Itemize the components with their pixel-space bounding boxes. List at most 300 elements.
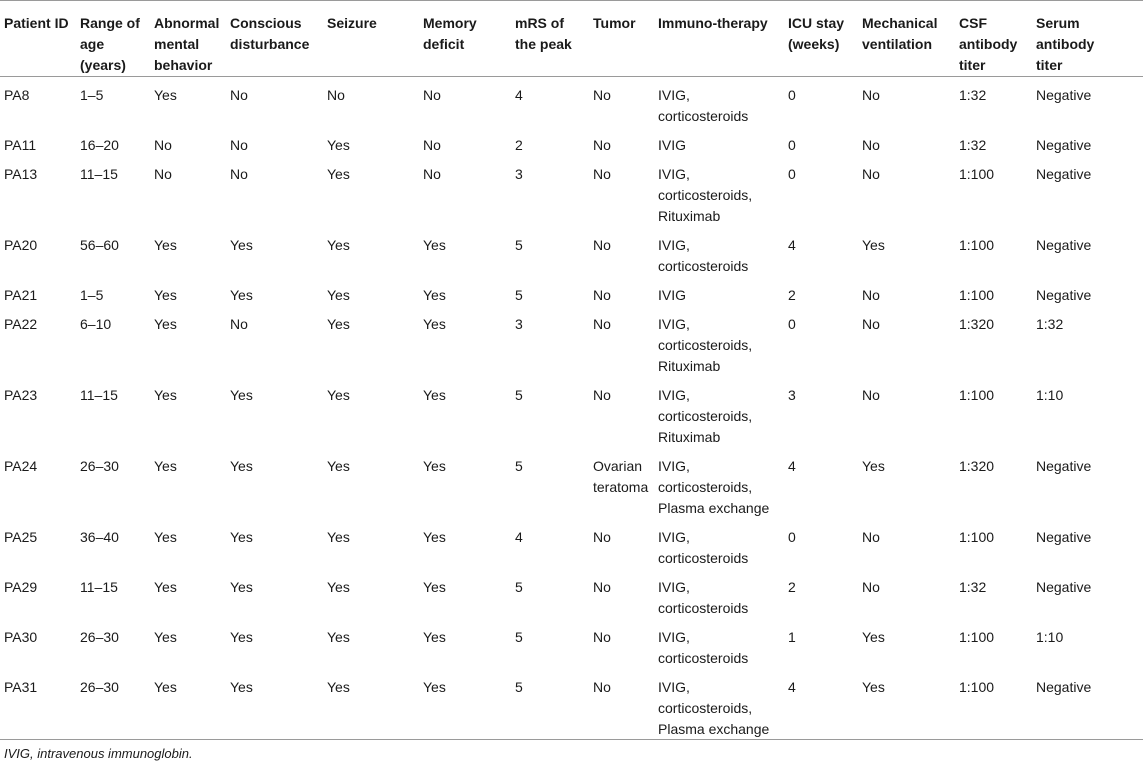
table-cell [76, 448, 150, 519]
column-header [150, 1, 226, 77]
table-cell [76, 227, 150, 277]
cell-text: Yes [230, 458, 253, 474]
cell-text: Yes [423, 679, 446, 695]
cell-text: 1:32 [959, 137, 987, 153]
table-cell [955, 448, 1032, 519]
table-cell [1032, 77, 1143, 128]
cell-text: corticosteroids [658, 650, 749, 666]
table-cell [0, 619, 76, 669]
table-cell [226, 306, 323, 377]
table-cell [654, 569, 784, 619]
cell-text: corticosteroids [658, 108, 749, 124]
cell-text: 1:320 [959, 458, 995, 474]
cell-text: IVIG, [658, 316, 690, 332]
table-cell [0, 306, 76, 377]
table-cell [784, 277, 858, 306]
cell-text: No [593, 137, 611, 153]
column-header [784, 1, 858, 77]
table-cell [323, 377, 419, 448]
table-cell [226, 519, 323, 569]
cell-text: Ovarian [593, 458, 643, 474]
cell-text: Yes [230, 679, 253, 695]
table-cell [654, 227, 784, 277]
table-cell [226, 77, 323, 128]
table-cell [226, 156, 323, 227]
column-header-text: (weeks) [788, 36, 840, 52]
table-cell [955, 277, 1032, 306]
cell-text: Yes [154, 387, 177, 403]
cell-text: Yes [327, 458, 350, 474]
cell-text: 26–30 [80, 458, 119, 474]
cell-text: Yes [230, 387, 253, 403]
cell-text: Yes [327, 287, 350, 303]
cell-text: No [862, 137, 880, 153]
column-header-text: Immuno-therapy [658, 15, 768, 31]
cell-text: IVIG, [658, 629, 690, 645]
table-cell [654, 306, 784, 377]
cell-text: Yes [154, 458, 177, 474]
table-cell [858, 569, 955, 619]
table-cell [76, 669, 150, 740]
table-cell [76, 519, 150, 569]
table-cell [955, 519, 1032, 569]
column-header [589, 1, 654, 77]
table-cell [784, 448, 858, 519]
table-cell [76, 127, 150, 156]
table-cell [955, 127, 1032, 156]
table-cell [654, 619, 784, 669]
table-cell [784, 377, 858, 448]
cell-text: Yes [154, 529, 177, 545]
table-row [0, 127, 1143, 156]
table-cell [1032, 619, 1143, 669]
cell-text: No [593, 287, 611, 303]
table-cell [150, 227, 226, 277]
table-cell [589, 377, 654, 448]
cell-text: Yes [154, 237, 177, 253]
cell-text: Yes [154, 579, 177, 595]
table-cell [0, 277, 76, 306]
table-cell [589, 448, 654, 519]
table-cell [150, 277, 226, 306]
table-cell [323, 519, 419, 569]
column-header-text: deficit [423, 36, 465, 52]
cell-text: 1:32 [959, 87, 987, 103]
cell-text: PA13 [4, 166, 38, 182]
table-cell [419, 669, 511, 740]
table-cell [76, 77, 150, 128]
cell-text: 26–30 [80, 679, 119, 695]
table-cell [955, 306, 1032, 377]
cell-text: PA24 [4, 458, 38, 474]
column-header [511, 1, 589, 77]
cell-text: PA8 [4, 87, 30, 103]
table-cell [76, 277, 150, 306]
table-cell [150, 619, 226, 669]
cell-text: 4 [788, 679, 796, 695]
cell-text: corticosteroids [658, 550, 749, 566]
cell-text: 3 [515, 166, 523, 182]
table-row [0, 377, 1143, 448]
table-cell [858, 377, 955, 448]
table-cell [784, 127, 858, 156]
cell-text: Rituximab [658, 429, 721, 445]
cell-text: 0 [788, 166, 796, 182]
table-cell [226, 377, 323, 448]
column-header-text: Patient ID [4, 15, 69, 31]
cell-text: IVIG, [658, 166, 690, 182]
table-cell [419, 377, 511, 448]
table-cell [0, 127, 76, 156]
cell-text: Negative [1036, 579, 1092, 595]
cell-text: 0 [788, 529, 796, 545]
column-header-text: Tumor [593, 15, 636, 31]
table-row [0, 569, 1143, 619]
cell-text: Yes [423, 629, 446, 645]
table-cell [323, 569, 419, 619]
column-header-text: antibody [959, 36, 1018, 52]
column-header-text: Memory [423, 15, 477, 31]
table-cell [1032, 669, 1143, 740]
cell-text: Yes [327, 579, 350, 595]
table-cell [858, 77, 955, 128]
cell-text: IVIG, [658, 387, 690, 403]
column-header [955, 1, 1032, 77]
table-cell [955, 377, 1032, 448]
cell-text: 1 [788, 629, 796, 645]
table-cell [589, 77, 654, 128]
table-cell [323, 227, 419, 277]
cell-text: 1:32 [959, 579, 987, 595]
table-cell [654, 77, 784, 128]
table-cell [150, 448, 226, 519]
cell-text: No [423, 87, 441, 103]
cell-text: Yes [862, 458, 885, 474]
table-cell [150, 377, 226, 448]
cell-text: 1:320 [959, 316, 995, 332]
cell-text: No [327, 87, 345, 103]
table-cell [589, 277, 654, 306]
table-cell [419, 156, 511, 227]
table-row [0, 227, 1143, 277]
cell-text: corticosteroids, [658, 700, 753, 716]
cell-text: 1–5 [80, 87, 104, 103]
table-row [0, 519, 1143, 569]
cell-text: No [230, 87, 248, 103]
table-cell [784, 669, 858, 740]
table-cell [1032, 127, 1143, 156]
cell-text: Yes [230, 629, 253, 645]
table-cell [150, 77, 226, 128]
cell-text: Yes [154, 629, 177, 645]
cell-text: IVIG, [658, 579, 690, 595]
cell-text: Yes [862, 237, 885, 253]
cell-text: Yes [327, 166, 350, 182]
table-cell [419, 569, 511, 619]
cell-text: Yes [327, 316, 350, 332]
cell-text: PA23 [4, 387, 38, 403]
cell-text: 2 [515, 137, 523, 153]
cell-text: Negative [1036, 87, 1092, 103]
table-cell [654, 519, 784, 569]
table-cell [858, 519, 955, 569]
table-cell [654, 156, 784, 227]
table-header [0, 1, 1143, 77]
cell-text: Yes [423, 316, 446, 332]
table-cell [226, 127, 323, 156]
cell-text: Negative [1036, 287, 1092, 303]
cell-text: No [862, 529, 880, 545]
table-cell [0, 156, 76, 227]
table-cell [1032, 377, 1143, 448]
cell-text: 1:100 [959, 529, 995, 545]
cell-text: No [230, 166, 248, 182]
cell-text: PA25 [4, 529, 38, 545]
cell-text: IVIG, [658, 679, 690, 695]
table-cell [858, 127, 955, 156]
cell-text: 11–15 [80, 579, 118, 595]
table-cell [511, 669, 589, 740]
cell-text: 4 [515, 529, 523, 545]
cell-text: 26–30 [80, 629, 119, 645]
cell-text: Yes [423, 529, 446, 545]
cell-text: 1:100 [959, 287, 995, 303]
table-cell [419, 448, 511, 519]
table-cell [511, 227, 589, 277]
table-cell [226, 277, 323, 306]
cell-text: No [593, 316, 611, 332]
table-body [0, 77, 1143, 741]
column-header [1032, 1, 1143, 77]
cell-text: 5 [515, 679, 523, 695]
column-header [226, 1, 323, 77]
table-cell [323, 277, 419, 306]
cell-text: Yes [423, 237, 446, 253]
table-cell [784, 619, 858, 669]
cell-text: IVIG, [658, 529, 690, 545]
cell-text: No [862, 387, 880, 403]
table-cell [511, 156, 589, 227]
table-cell [589, 669, 654, 740]
cell-text: Negative [1036, 458, 1092, 474]
cell-text: Plasma exchange [658, 721, 770, 737]
cell-text: 1:10 [1036, 387, 1064, 403]
table-cell [323, 156, 419, 227]
cell-text: IVIG, [658, 237, 690, 253]
table-cell [150, 156, 226, 227]
cell-text: No [230, 137, 248, 153]
cell-text: 4 [788, 458, 796, 474]
table-row [0, 277, 1143, 306]
cell-text: Negative [1036, 137, 1092, 153]
cell-text: No [154, 137, 172, 153]
cell-text: Rituximab [658, 358, 721, 374]
column-header [76, 1, 150, 77]
cell-text: PA31 [4, 679, 38, 695]
cell-text: 1:10 [1036, 629, 1064, 645]
cell-text: IVIG, [658, 87, 690, 103]
table-cell [955, 77, 1032, 128]
cell-text: No [593, 679, 611, 695]
table-cell [784, 569, 858, 619]
table-cell [323, 448, 419, 519]
table-cell [76, 569, 150, 619]
table-cell [323, 127, 419, 156]
cell-text: PA29 [4, 579, 38, 595]
table-cell [323, 619, 419, 669]
column-header-text: Conscious [230, 15, 302, 31]
table-cell [1032, 277, 1143, 306]
column-header-text: Range of [80, 15, 140, 31]
cell-text: corticosteroids, [658, 408, 753, 424]
table-cell [511, 277, 589, 306]
table-cell [0, 77, 76, 128]
table-cell [784, 156, 858, 227]
cell-text: PA11 [4, 137, 37, 153]
table-cell [150, 519, 226, 569]
table-cell [511, 306, 589, 377]
table-cell [858, 227, 955, 277]
table-cell [654, 448, 784, 519]
cell-text: Yes [154, 87, 177, 103]
cell-text: No [862, 287, 880, 303]
cell-text: No [423, 166, 441, 182]
cell-text: Yes [327, 629, 350, 645]
column-header-text: ventilation [862, 36, 933, 52]
cell-text: No [862, 87, 880, 103]
column-header-text: titer [1036, 57, 1063, 73]
cell-text: 3 [515, 316, 523, 332]
cell-text: Yes [327, 679, 350, 695]
table-cell [150, 306, 226, 377]
table-cell [323, 669, 419, 740]
cell-text: PA30 [4, 629, 38, 645]
cell-text: 1:32 [1036, 316, 1064, 332]
cell-text: No [593, 579, 611, 595]
table-cell [226, 669, 323, 740]
table-cell [1032, 569, 1143, 619]
cell-text: 56–60 [80, 237, 119, 253]
cell-text: Yes [154, 679, 177, 695]
cell-text: Plasma exchange [658, 500, 770, 516]
cell-text: Negative [1036, 166, 1092, 182]
table-row [0, 669, 1143, 740]
table-row [0, 619, 1143, 669]
cell-text: 4 [788, 237, 796, 253]
table-cell [784, 519, 858, 569]
table-cell [419, 277, 511, 306]
cell-text: Negative [1036, 679, 1092, 695]
table-cell [511, 519, 589, 569]
table-cell [654, 377, 784, 448]
cell-text: corticosteroids [658, 600, 749, 616]
cell-text: No [862, 166, 880, 182]
cell-text: Yes [154, 316, 177, 332]
cell-text: 1:100 [959, 629, 995, 645]
cell-text: corticosteroids, [658, 187, 753, 203]
cell-text: 5 [515, 579, 523, 595]
table-cell [0, 519, 76, 569]
column-header-text: titer [959, 57, 986, 73]
column-header [858, 1, 955, 77]
table-cell [226, 619, 323, 669]
column-header-text: the peak [515, 36, 572, 52]
cell-text: 5 [515, 237, 523, 253]
table-cell [511, 569, 589, 619]
table-cell [1032, 227, 1143, 277]
table-cell [955, 569, 1032, 619]
table-cell [0, 377, 76, 448]
column-header-text: mRS of [515, 15, 564, 31]
table-cell [654, 127, 784, 156]
table-cell [654, 277, 784, 306]
cell-text: 11–15 [80, 387, 118, 403]
cell-text: 4 [515, 87, 523, 103]
column-header-text: Serum [1036, 15, 1080, 31]
table-cell [419, 619, 511, 669]
table-cell [858, 156, 955, 227]
column-header [654, 1, 784, 77]
cell-text: 1:100 [959, 679, 995, 695]
table-cell [1032, 306, 1143, 377]
cell-text: 0 [788, 87, 796, 103]
table-cell [589, 569, 654, 619]
cell-text: Negative [1036, 237, 1092, 253]
cell-text: Yes [423, 579, 446, 595]
table-cell [76, 377, 150, 448]
table-cell [419, 306, 511, 377]
cell-text: Yes [862, 679, 885, 695]
cell-text: No [593, 629, 611, 645]
cell-text: Yes [230, 529, 253, 545]
cell-text: 1:100 [959, 166, 995, 182]
cell-text: 2 [788, 287, 796, 303]
cell-text: No [593, 166, 611, 182]
cell-text: 0 [788, 137, 796, 153]
cell-text: 11–15 [80, 166, 118, 182]
table-cell [226, 448, 323, 519]
cell-text: No [423, 137, 441, 153]
table-cell [858, 448, 955, 519]
table-cell [150, 569, 226, 619]
column-header-text: ICU stay [788, 15, 845, 31]
cell-text: teratoma [593, 479, 649, 495]
table-cell [589, 156, 654, 227]
table-cell [511, 619, 589, 669]
cell-text: Yes [862, 629, 885, 645]
cell-text: Yes [423, 387, 446, 403]
cell-text: 36–40 [80, 529, 119, 545]
table-cell [511, 127, 589, 156]
table-cell [784, 306, 858, 377]
table-cell [858, 306, 955, 377]
table-cell [589, 227, 654, 277]
table-cell [1032, 156, 1143, 227]
table-cell [0, 569, 76, 619]
table-cell [589, 127, 654, 156]
cell-text: 3 [788, 387, 796, 403]
cell-text: 1:100 [959, 237, 995, 253]
cell-text: PA21 [4, 287, 38, 303]
table-cell [150, 127, 226, 156]
table-cell [419, 227, 511, 277]
table-cell [511, 77, 589, 128]
column-header-text: mental [154, 36, 200, 52]
table-cell [858, 669, 955, 740]
cell-text: No [593, 529, 611, 545]
cell-text: 5 [515, 458, 523, 474]
table-cell [226, 569, 323, 619]
